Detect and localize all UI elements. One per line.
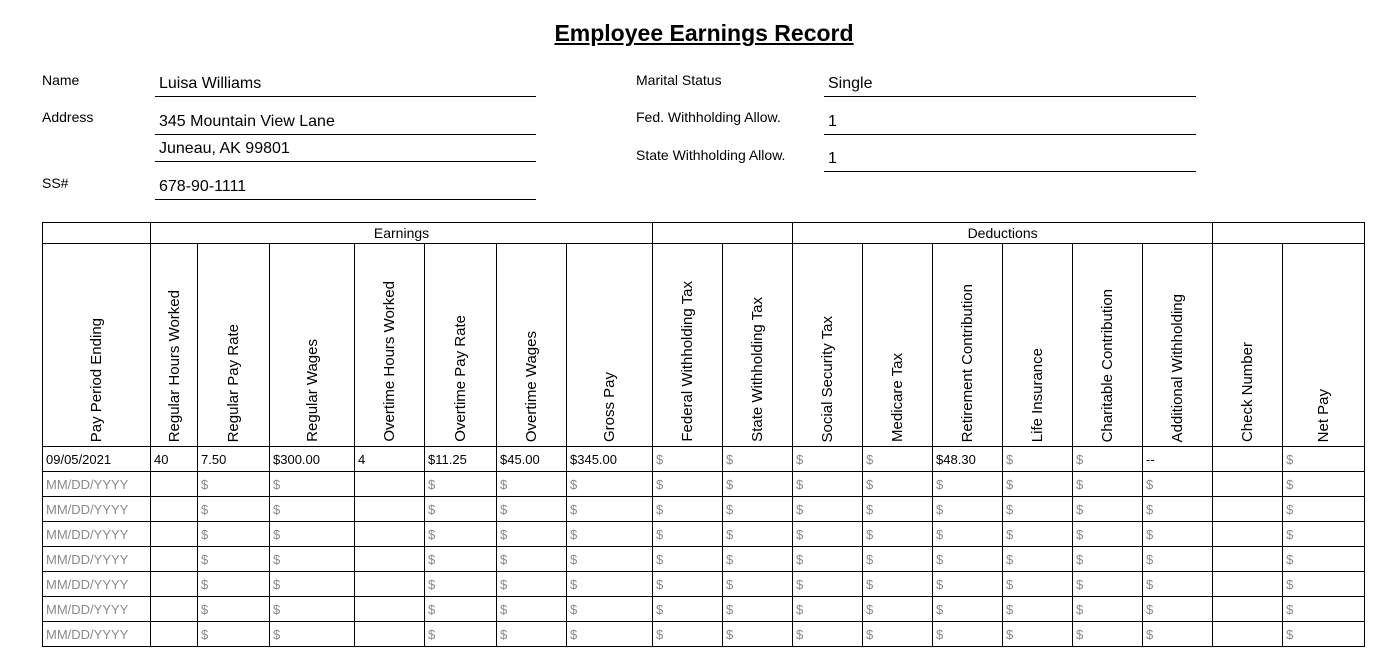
ss-field[interactable]: 678-90-1111 [155,175,536,200]
column-header-label: Gross Pay [601,371,619,442]
table-cell[interactable]: $ [1283,497,1365,522]
table-cell[interactable]: $ [723,447,793,472]
table-cell[interactable]: $ [497,622,567,647]
table-cell[interactable]: $ [425,597,497,622]
table-cell[interactable]: $ [198,497,270,522]
column-header [933,244,1003,447]
table-cell[interactable] [151,472,198,497]
fed-allowance-label: Fed. Withholding Allow. [636,109,781,125]
column-header-label: Retirement Contribution [959,283,977,442]
table-cell[interactable]: $ [653,522,723,547]
deductions-group-header: Deductions [793,223,1213,244]
table-cell[interactable]: $ [863,547,933,572]
table-cell[interactable]: $ [1283,472,1365,497]
address-line1-field[interactable]: 345 Mountain View Lane [155,110,536,135]
table-cell[interactable]: $ [653,497,723,522]
table-cell[interactable]: $ [567,472,653,497]
table-cell[interactable]: $ [1143,472,1213,497]
group-spacer [1213,223,1365,244]
column-header-label: Medicare Tax [889,353,907,442]
table-cell[interactable]: $ [723,597,793,622]
table-cell[interactable]: $ [198,522,270,547]
table-cell[interactable]: $ [198,572,270,597]
table-cell[interactable]: $ [198,547,270,572]
table-cell[interactable]: $ [198,472,270,497]
table-cell[interactable]: $ [1283,547,1365,572]
state-allowance-field[interactable]: 1 [824,147,1196,172]
table-cell[interactable] [151,597,198,622]
state-allowance-label: State Withholding Allow. [636,147,786,163]
table-cell[interactable]: $ [863,572,933,597]
table-cell[interactable]: $ [933,622,1003,647]
table-cell[interactable]: $ [1003,447,1073,472]
table-cell[interactable]: $ [425,622,497,647]
table-cell[interactable]: $ [1073,597,1143,622]
table-cell[interactable]: 40 [151,447,198,472]
table-cell[interactable]: $ [497,472,567,497]
earnings-table [42,222,1365,647]
table-cell[interactable]: MM/DD/YYYY [43,472,151,497]
column-header-label: State Withholding Tax [749,297,767,442]
table-cell[interactable]: $ [1003,472,1073,497]
table-cell[interactable]: $48.30 [933,447,1003,472]
table-cell[interactable]: $ [1143,547,1213,572]
table-row [43,472,1365,497]
column-header [497,244,567,447]
table-cell[interactable]: $ [863,522,933,547]
table-cell[interactable]: $ [270,622,355,647]
table-cell[interactable] [151,522,198,547]
table-cell[interactable]: $ [1003,522,1073,547]
table-cell[interactable]: $ [198,622,270,647]
table-cell[interactable]: $ [793,547,863,572]
table-row [43,572,1365,597]
marital-status-field[interactable]: Single [824,72,1196,97]
address-label: Address [42,109,94,125]
column-header-label: Net Pay [1315,388,1333,442]
table-cell[interactable]: $ [1003,547,1073,572]
table-cell[interactable] [1213,622,1283,647]
address-line2-field[interactable]: Juneau, AK 99801 [155,137,536,162]
table-cell[interactable]: $ [1283,447,1365,472]
table-cell[interactable]: $ [653,472,723,497]
table-cell[interactable]: $ [863,622,933,647]
table-cell[interactable]: $ [723,622,793,647]
table-cell[interactable]: $ [1143,622,1213,647]
table-row [43,447,1365,472]
column-header [793,244,863,447]
table-cell[interactable]: $ [567,597,653,622]
table-cell[interactable]: $ [1073,497,1143,522]
table-cell[interactable]: $ [270,522,355,547]
table-cell[interactable]: MM/DD/YYYY [43,597,151,622]
table-cell[interactable]: $ [1073,522,1143,547]
table-cell[interactable]: $ [567,497,653,522]
table-cell[interactable]: $ [1283,522,1365,547]
table-row [43,497,1365,522]
table-cell[interactable]: -- [1143,447,1213,472]
column-header [567,244,653,447]
table-cell[interactable]: $ [653,597,723,622]
table-cell[interactable] [151,572,198,597]
table-cell[interactable]: MM/DD/YYYY [43,547,151,572]
column-header-label: Life Insurance [1029,347,1047,442]
column-header-row [43,244,1365,447]
table-cell[interactable] [151,547,198,572]
table-cell[interactable]: $ [270,497,355,522]
column-header-label: Overtime Hours Worked [381,281,398,442]
table-cell[interactable]: MM/DD/YYYY [43,522,151,547]
column-header-label: Regular Wages [303,339,321,442]
table-cell[interactable]: $ [1143,572,1213,597]
table-cell[interactable] [1213,447,1283,472]
table-cell[interactable]: $ [793,572,863,597]
column-header [1073,244,1143,447]
table-cell[interactable]: $ [793,472,863,497]
table-cell[interactable]: MM/DD/YYYY [43,572,151,597]
column-header [43,244,151,447]
column-header-label: Charitable Contribution [1099,288,1117,442]
table-cell[interactable] [1213,472,1283,497]
table-cell[interactable]: $ [723,522,793,547]
table-cell[interactable]: 09/05/2021 [43,447,151,472]
table-cell[interactable]: $ [793,597,863,622]
table-cell[interactable]: $ [933,472,1003,497]
column-header-label: Additional Withholding [1169,293,1187,442]
table-cell[interactable] [1213,572,1283,597]
table-cell[interactable]: $ [653,622,723,647]
table-cell[interactable]: $ [933,522,1003,547]
table-cell[interactable]: $ [497,497,567,522]
table-cell[interactable] [355,497,425,522]
table-cell[interactable]: $ [933,572,1003,597]
name-field[interactable]: Luisa Williams [155,72,536,97]
column-header [1143,244,1213,447]
table-cell[interactable]: MM/DD/YYYY [43,497,151,522]
table-cell[interactable]: $ [723,547,793,572]
table-cell[interactable]: $ [723,572,793,597]
table-cell[interactable] [355,572,425,597]
table-cell[interactable]: $ [933,497,1003,522]
column-header [198,244,270,447]
table-row [43,597,1365,622]
column-header-label: Social Security Tax [819,315,837,442]
column-header [425,244,497,447]
table-cell[interactable]: $ [1003,497,1073,522]
table-cell[interactable] [1213,547,1283,572]
column-header-label: Overtime Pay Rate [452,315,469,442]
table-cell[interactable]: $ [1073,472,1143,497]
table-cell[interactable]: $ [863,497,933,522]
table-cell[interactable]: $ [1143,522,1213,547]
table-cell[interactable]: $ [653,547,723,572]
table-cell[interactable]: $ [567,547,653,572]
table-cell[interactable]: $ [1283,572,1365,597]
table-cell[interactable]: $ [425,472,497,497]
table-cell[interactable]: $ [1073,547,1143,572]
table-cell[interactable]: $ [933,597,1003,622]
table-cell[interactable]: 7.50 [198,447,270,472]
table-cell[interactable]: MM/DD/YYYY [43,622,151,647]
table-cell[interactable]: $345.00 [567,447,653,472]
table-cell[interactable]: $ [793,447,863,472]
table-cell[interactable]: $ [1283,597,1365,622]
table-cell[interactable] [1213,597,1283,622]
table-cell[interactable] [151,497,198,522]
fed-allowance-field[interactable]: 1 [824,110,1196,135]
column-header-label: Pay Period Ending [88,317,105,442]
table-cell[interactable]: $11.25 [425,447,497,472]
table-cell[interactable] [355,547,425,572]
column-header [270,244,355,447]
table-row [43,522,1365,547]
column-header-label: Federal Withholding Tax [679,281,697,442]
earnings-group-header: Earnings [151,223,653,244]
table-cell[interactable]: $45.00 [497,447,567,472]
table-cell[interactable]: $ [425,572,497,597]
table-cell[interactable]: $ [1003,572,1073,597]
table-cell[interactable]: $ [198,597,270,622]
table-cell[interactable]: 4 [355,447,425,472]
table-cell[interactable]: $ [567,622,653,647]
column-header [653,244,723,447]
table-cell[interactable]: $ [497,597,567,622]
table-cell[interactable]: $ [270,572,355,597]
table-cell[interactable] [1213,522,1283,547]
table-cell[interactable]: $ [723,497,793,522]
table-cell[interactable]: $ [567,572,653,597]
group-spacer [653,223,793,244]
table-cell[interactable]: $ [793,522,863,547]
table-cell[interactable]: $ [863,472,933,497]
table-cell[interactable] [1213,497,1283,522]
table-cell[interactable] [355,522,425,547]
column-header [863,244,933,447]
marital-status-label: Marital Status [636,72,722,88]
column-header-label: Overtime Wages [523,330,540,442]
table-cell[interactable]: $ [1003,597,1073,622]
column-header-label: Check Number [1239,341,1257,442]
table-cell[interactable]: $ [270,472,355,497]
table-cell[interactable]: $ [425,522,497,547]
table-cell[interactable]: $ [270,547,355,572]
column-header [723,244,793,447]
table-cell[interactable]: $ [1283,622,1365,647]
name-label: Name [42,72,80,88]
column-header [1003,244,1073,447]
ss-label: SS# [42,175,69,191]
table-row [43,547,1365,572]
column-header-label: Regular Hours Worked [165,289,183,442]
table-cell[interactable]: $300.00 [270,447,355,472]
table-cell[interactable]: $ [497,522,567,547]
table-cell[interactable] [355,622,425,647]
table-cell[interactable]: $ [653,572,723,597]
table-cell[interactable]: $ [497,547,567,572]
table-cell[interactable] [151,622,198,647]
page-title: Employee Earnings Record [554,20,854,46]
table-cell[interactable]: $ [425,497,497,522]
table-row [43,622,1365,647]
table-cell[interactable]: $ [270,597,355,622]
table-cell[interactable]: $ [863,597,933,622]
table-cell[interactable]: $ [1143,597,1213,622]
column-header-label: Regular Pay Rate [225,323,242,442]
table-cell[interactable]: $ [1073,572,1143,597]
table-cell[interactable]: $ [425,547,497,572]
column-header [151,244,198,447]
table-cell[interactable] [355,472,425,497]
table-cell[interactable]: $ [1073,622,1143,647]
table-cell[interactable]: $ [497,572,567,597]
table-cell[interactable]: $ [1143,497,1213,522]
column-header [355,244,425,447]
table-cell[interactable] [355,597,425,622]
table-cell[interactable]: $ [793,622,863,647]
group-header-row [43,223,1365,244]
table-cell[interactable]: $ [1003,622,1073,647]
table-cell[interactable]: $ [933,547,1003,572]
table-cell[interactable]: $ [653,447,723,472]
table-cell[interactable]: $ [863,447,933,472]
group-spacer [43,223,151,244]
table-cell[interactable]: $ [567,522,653,547]
column-header [1213,244,1283,447]
column-header [1283,244,1365,447]
table-cell[interactable]: $ [793,497,863,522]
table-cell[interactable]: $ [723,472,793,497]
table-cell[interactable]: $ [1073,447,1143,472]
